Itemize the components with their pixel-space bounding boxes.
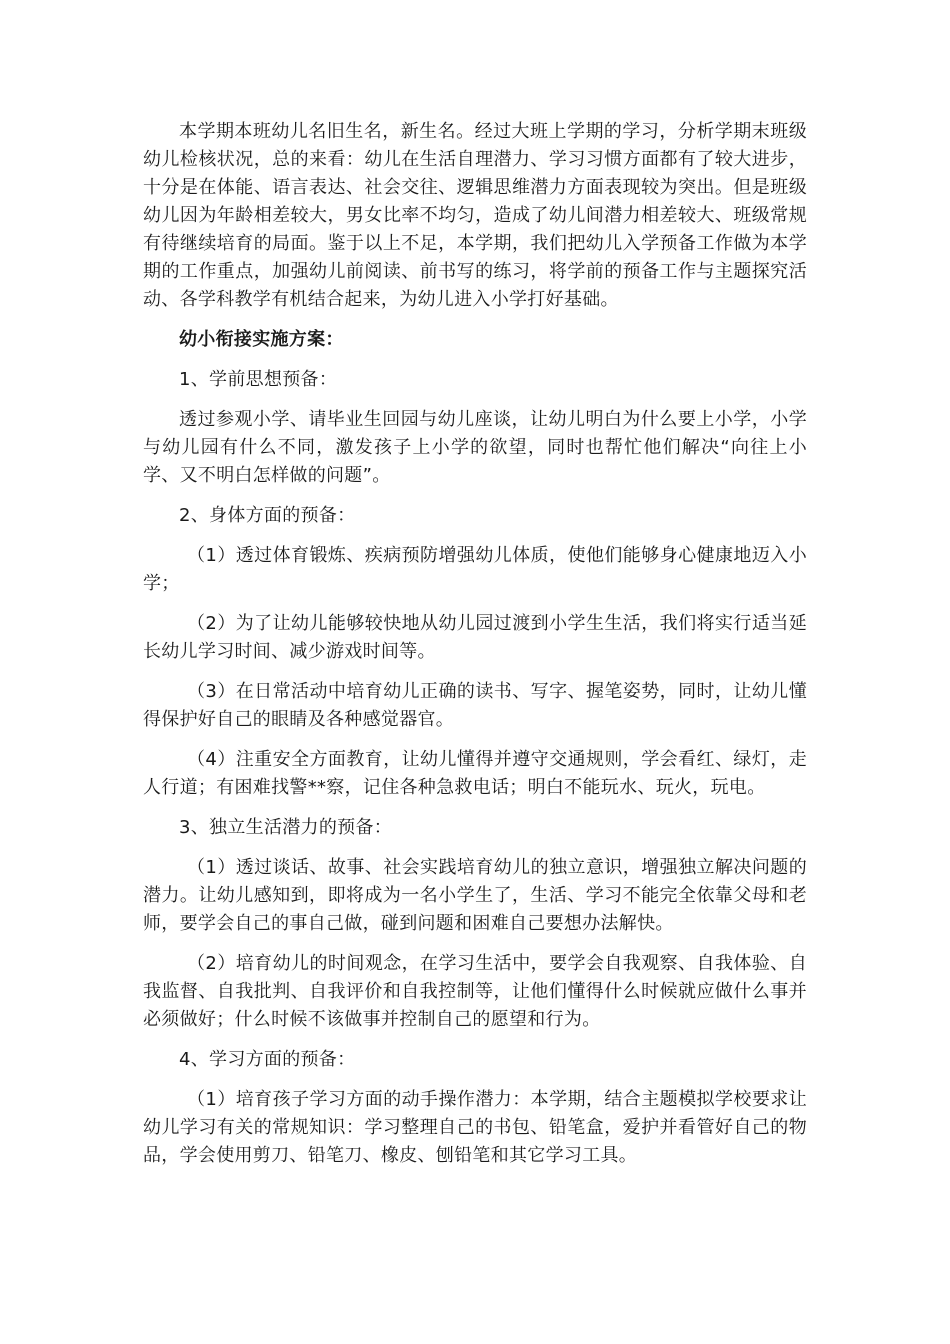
study-prep-item-1: （1）培育孩子学习方面的动手操作潜力：本学期，结合主题模拟学校要求让幼儿学习有关的常规知识：学习整理自己的书包、铅笔盒，爱护并看管好自己的物品，学会使用剪刀、铅笔刀、橡皮、刨铅笔和其它学习工具。 bbox=[143, 1089, 807, 1166]
subheading-body-prep: 2、身体方面的预备： bbox=[179, 505, 356, 526]
section-heading: 幼小衔接实施方案： bbox=[179, 329, 344, 350]
intro-paragraph: 本学期本班幼儿名旧生名，新生名。经过大班上学期的学习，分析学期末班级幼儿检核状况，总的来看：幼儿在生活自理潜力、学习习惯方面都有了较大进步，十分是在体能、语言表达、社会交往、逻辑思维潜力方面表现较为突出。但是班级幼儿因为年龄相差较大，男女比率不均匀，造成了幼儿间潜力相差较大、班级常规有待继续培育的局面。鉴于以上不足，本学期，我们把幼儿入学预备工作做为本学期的工作重点，加强幼儿前阅读、前书写的练习，将学前的预备工作与主题探究活动、各学科教学有机结合起来，为幼儿进入小学打好基础。 bbox=[143, 121, 807, 310]
body-prep-item-4: （4）注重安全方面教育，让幼儿懂得并遵守交通规则，学会看红、绿灯，走人行道；有困难找警**察，记住各种急救电话；明白不能玩水、玩火，玩电。 bbox=[143, 749, 807, 798]
independence-item-1: （1）透过谈话、故事、社会实践培育幼儿的独立意识，增强独立解决问题的潜力。让幼儿感知到，即将成为一名小学生了，生活、学习不能完全依靠父母和老师，要学会自己的事自己做，碰到问题和困难自己要想办法解快。 bbox=[143, 857, 807, 934]
subheading-study-prep: 4、学习方面的预备： bbox=[179, 1049, 356, 1070]
independence-item-2: （2）培育幼儿的时间观念，在学习生活中，要学会自我观察、自我体验、自我监督、自我批判、自我评价和自我控制等，让他们懂得什么时候就应做什么事并必须做好；什么时候不该做事并控制自己的愿望和行为。 bbox=[143, 953, 807, 1030]
subheading-thought-prep: 1、学前思想预备： bbox=[179, 369, 338, 390]
document-page bbox=[143, 118, 807, 1182]
thought-prep-paragraph: 透过参观小学、请毕业生回园与幼儿座谈，让幼儿明白为什么要上小学，小学与幼儿园有什么不同，激发孩子上小学的欲望，同时也帮忙他们解决“向往上小学、又不明白怎样做的问题”。 bbox=[143, 409, 807, 486]
subheading-independence-prep: 3、独立生活潜力的预备： bbox=[179, 817, 393, 838]
body-prep-item-1: （1）透过体育锻炼、疾病预防增强幼儿体质，使他们能够身心健康地迈入小学； bbox=[143, 545, 807, 594]
body-prep-item-3: （3）在日常活动中培育幼儿正确的读书、写字、握笔姿势，同时，让幼儿懂得保护好自己的眼睛及各种感觉器官。 bbox=[143, 681, 807, 730]
body-prep-item-2: （2）为了让幼儿能够较快地从幼儿园过渡到小学生生活，我们将实行适当延长幼儿学习时间、减少游戏时间等。 bbox=[143, 613, 807, 662]
